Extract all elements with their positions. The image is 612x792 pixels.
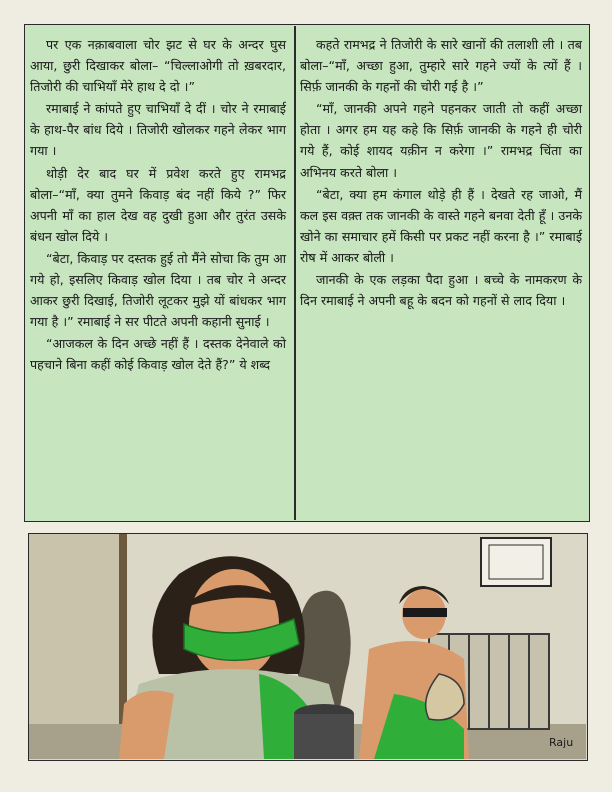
artist-signature: Raju (549, 736, 574, 749)
paragraph: जानकी के एक लड़का पैदा हुआ । बच्चे के नामकरण के दिन रमाबाई ने अपनी बहू के बदन को गहनों से लाद दिया । (300, 272, 582, 309)
paragraph: कहते रामभद्र ने तिजोरी के सारे खानों की तलाशी ली । तब बोला–“माँ, अच्छा हुआ, तुम्हारे सारे गहने ज्यों के त्यों हैं । सिर्फ़ जानकी के गहनों की चोरी गई है ।” (300, 37, 582, 95)
column-divider (294, 26, 296, 520)
paragraph: “माँ, जानकी अपने गहने पहनकर जाती तो कहीं अच्छा होता । अगर हम यह कहे कि सिर्फ़ जानकी के गहने ही चोरी गये हैं, कोई शायद यक़ीन न करेगा ।” रामभद्र चिंता का अभिनय करते बोला । (300, 101, 582, 180)
paragraph: थोड़ी देर बाद घर में प्रवेश करते हुए रामभद्र बोला–“माँ, क्या तुमने किवाड़ बंद नहीं किये ?” फिर अपनी माँ का हाल देख वह दुखी हुआ और तुरंत उसके बंधन खोल दिये । (30, 165, 286, 244)
paragraph: रमाबाई ने कांपते हुए चाभियाँ दे दीं । चोर ने रमाबाई के हाथ-पैर बांध दिये । तिजोरी खोलकर गहने लेकर भाग गया । (30, 101, 286, 159)
right-column (300, 34, 582, 312)
paragraph: “बेटा, किवाड़ पर दस्तक हुई तो मैंने सोचा कि तुम आ गये हो, इसलिए किवाड़ खोल दिया । तब चोर ने अन्दर आकर छुरी दिखाई, तिजोरी लूटकर मुझे यों बांधकर भाग गया है ।” रमाबाई ने सर पीटते अपनी कहानी सुनाई । (30, 250, 286, 330)
paragraph: “बेटा, क्या हम कंगाल थोड़े ही हैं । देखते रह जाओ, मैं कल इस वक़्त तक जानकी के वास्ते गहने बनवा देती हूँ । उनके खोने का समाचार हमें किसी पर प्रकट नहीं करना है ।” रमाबाई रोष में आकर बोली । (300, 186, 582, 265)
story-illustration (28, 533, 588, 761)
illustration-drawing (29, 534, 586, 759)
paragraph: “आजकल के दिन अच्छे नहीं हैं । दस्तक देनेवाले को पहचाने बिना कहीं कोई किवाड़ खोल देते हैं?” ये शब्द (30, 336, 286, 373)
left-column (30, 34, 286, 377)
paragraph: पर एक नक़ाबवाला चोर झट से घर के अन्दर घुस आया, छुरी दिखाकर बोला– “चिल्लाओगी तो ख़बरदार, तिजोरी की चाभियाँ मेरे हाथ दे दो ।” (30, 37, 286, 95)
